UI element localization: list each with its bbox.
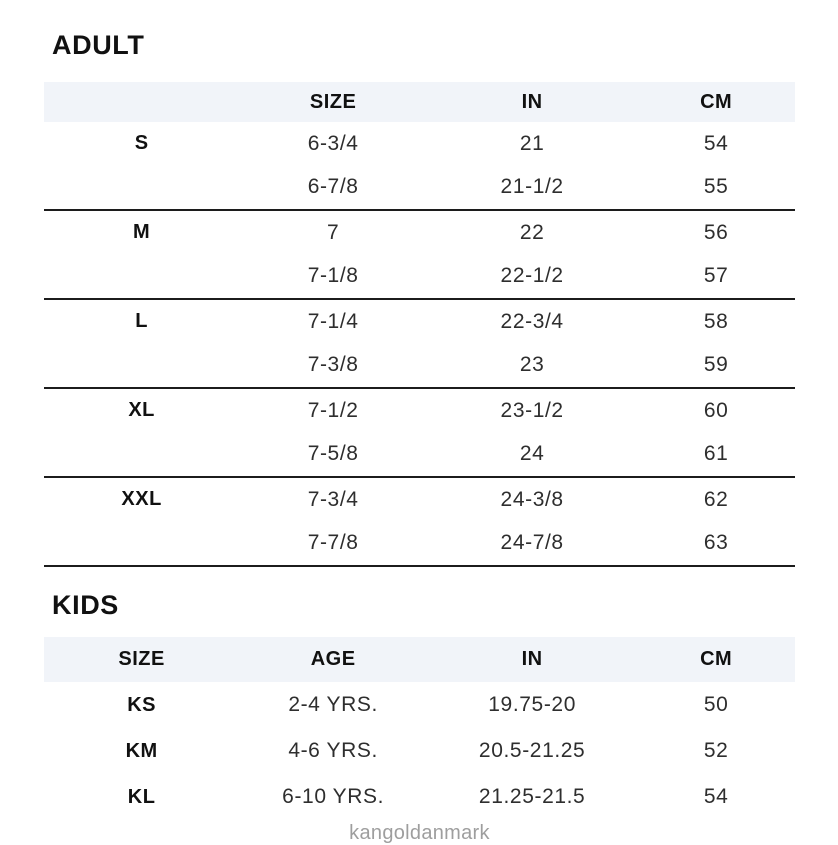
cm-value: 54 (703, 131, 729, 155)
inches-value: 19.75-20 (488, 693, 576, 716)
table-row (44, 166, 795, 210)
inches-value: 20.5-21.25 (478, 739, 586, 762)
hat-size-value: 6-3/4 (307, 131, 359, 155)
inches-value: 24 (519, 442, 545, 466)
table-row (44, 344, 795, 388)
inches-value: 23-1/2 (500, 398, 564, 422)
adult-size-table (44, 82, 795, 567)
kids-table-header (44, 637, 795, 682)
kids-header-size: SIZE (118, 648, 165, 670)
inches-value: 21.25-21.5 (478, 785, 586, 808)
table-row (44, 478, 795, 522)
table-row (44, 255, 795, 299)
kids-header-age: AGE (310, 648, 356, 670)
size-label: KM (125, 739, 158, 762)
age-value: 6-10 YRS. (282, 785, 385, 808)
cm-value: 59 (703, 353, 729, 377)
cm-value: 57 (703, 264, 729, 288)
hat-size-value: 7-1/8 (307, 264, 359, 288)
cm-value: 63 (703, 531, 729, 555)
inches-value: 21 (519, 131, 545, 155)
inches-value: 22-3/4 (500, 309, 564, 333)
cm-value: 56 (703, 220, 729, 244)
table-row (44, 682, 795, 728)
inches-value: 24-3/8 (500, 487, 564, 511)
kids-header-in: IN (521, 648, 543, 670)
adult-table-header (44, 82, 795, 122)
table-row (44, 300, 795, 344)
adult-header-size: SIZE (309, 90, 357, 113)
watermark-text: kangoldanmark (349, 822, 490, 844)
table-row (44, 433, 795, 477)
hat-size-value: 7-3/4 (307, 487, 359, 511)
adult-size-group-l (44, 300, 795, 389)
kids-header-cm: CM (700, 648, 733, 670)
table-row (44, 122, 795, 166)
adult-header-in: IN (521, 90, 543, 113)
inches-value: 23 (519, 353, 545, 377)
table-row (44, 522, 795, 566)
size-label: KL (127, 785, 156, 808)
kids-section-title: KIDS (52, 590, 119, 620)
table-row (44, 389, 795, 433)
cm-value: 62 (703, 487, 729, 511)
table-row (44, 774, 795, 820)
size-label: KS (127, 693, 157, 716)
cm-value: 61 (703, 442, 729, 466)
adult-size-group-xxl (44, 478, 795, 567)
cm-value: 55 (703, 175, 729, 199)
size-label: L (135, 310, 148, 333)
adult-size-group-s (44, 122, 795, 211)
adult-size-group-m (44, 211, 795, 300)
inches-value: 22 (519, 220, 545, 244)
inches-value: 21-1/2 (500, 175, 564, 199)
cm-value: 50 (703, 693, 729, 716)
kids-size-table (44, 637, 795, 820)
hat-size-value: 7-1/2 (307, 398, 359, 422)
table-row (44, 728, 795, 774)
adult-header-cm: CM (700, 90, 733, 113)
size-label: XXL (121, 488, 162, 511)
size-label: S (134, 132, 149, 155)
inches-value: 22-1/2 (500, 264, 564, 288)
hat-size-value: 7-7/8 (307, 531, 359, 555)
table-row (44, 211, 795, 255)
cm-value: 52 (703, 739, 729, 762)
hat-size-value: 7-3/8 (307, 353, 359, 377)
cm-value: 60 (703, 398, 729, 422)
age-value: 2-4 YRS. (288, 693, 378, 716)
inches-value: 24-7/8 (500, 531, 564, 555)
cm-value: 58 (703, 309, 729, 333)
cm-value: 54 (703, 785, 729, 808)
hat-size-value: 7 (326, 220, 340, 244)
size-label: XL (128, 399, 155, 422)
age-value: 4-6 YRS. (288, 739, 378, 762)
hat-size-value: 6-7/8 (307, 175, 359, 199)
adult-section-title: ADULT (52, 30, 145, 60)
hat-size-value: 7-1/4 (307, 309, 359, 333)
size-label: M (133, 221, 151, 244)
hat-size-value: 7-5/8 (307, 442, 359, 466)
adult-size-group-xl (44, 389, 795, 478)
